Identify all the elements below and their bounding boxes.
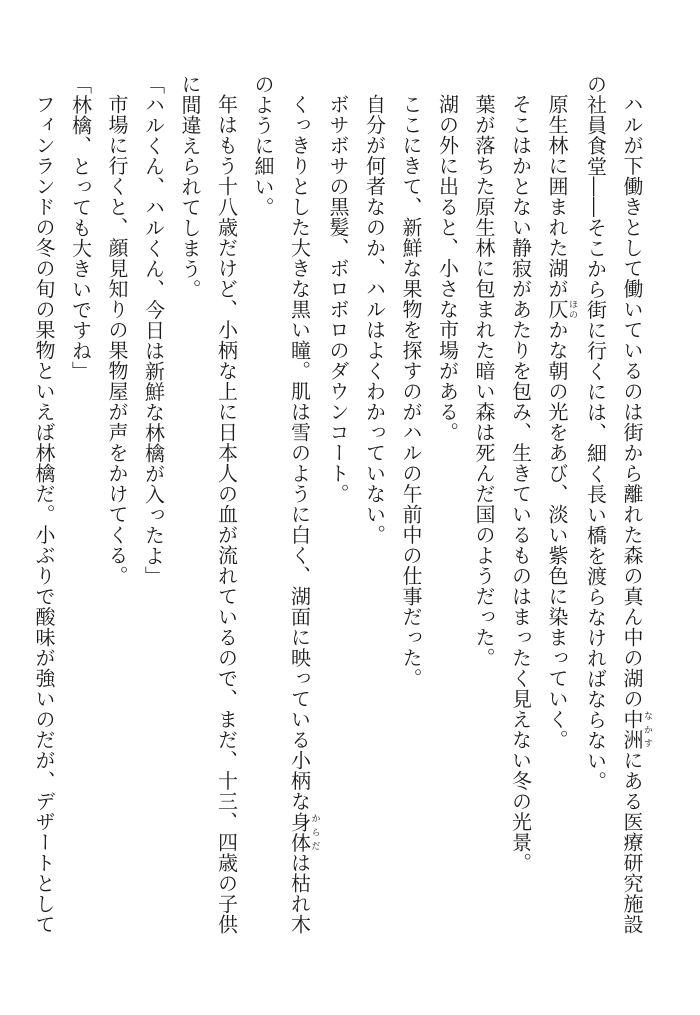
text-line-segment: のように細い。: [251, 74, 275, 218]
text-line-segment: そこはかとない静寂があたりを包み、生きているものはまったく見えない冬の光景。: [508, 94, 533, 873]
furigana-reading: ほの: [567, 299, 577, 320]
text-line-segment: に間違えられてしまう。: [178, 74, 202, 300]
furigana-word: [545, 299, 577, 320]
text-line-segment: 「ハルくん、ハルくん、今日は新鮮な林檎が入ったよ」: [141, 74, 166, 587]
furigana-word: [620, 709, 652, 750]
text-line-segment: の社員食堂――そこから街に行くには、細く長い橋を渡らなければならない。: [583, 74, 608, 792]
text-line-segment: くっきりとした大きな黒い瞳。肌は雪のように白く、湖面に映っている小柄な: [287, 94, 312, 812]
furigana-base: 中洲: [620, 709, 644, 750]
text-line-segment: かな朝の光をあび、淡い紫色に染まっていく。: [545, 319, 569, 750]
text-line-segment: 原生林に囲まれた湖が: [545, 94, 569, 299]
text-line: [502, 74, 539, 974]
text-line: [26, 74, 63, 974]
text-line: [245, 74, 282, 974]
text-line: [429, 74, 466, 974]
furigana-base: 身体: [287, 811, 312, 853]
text-line-segment: フィンランドの冬の旬の果物といえば林檎だ。小ぶりで酸味が強いのだが、デザートとして: [32, 94, 56, 935]
text-line: [393, 74, 430, 974]
text-line: [614, 74, 653, 974]
text-line: [281, 74, 320, 974]
text-line: [539, 74, 578, 974]
furigana-word: [287, 811, 320, 853]
text-line: [320, 74, 357, 974]
text-line-segment: 年はもう十八歳だけど、小柄な上に日本人の血が流れているので、まだ、十三、四歳の子供: [214, 94, 239, 935]
text-line-segment: 葉が落ちた原生林に包まれた暗い森は死んだ国のようだった。: [472, 94, 496, 668]
text-line-segment: 自分が何者なのか、ハルはよくわかっていない。: [362, 94, 387, 545]
text-line: [208, 74, 245, 974]
text-line-segment: ここにきて、新鮮な果物を探すのがハルの午前中の仕事だった。: [399, 94, 423, 689]
text-line: [99, 74, 136, 974]
furigana-reading: からだ: [309, 811, 320, 853]
text-line-segment: ハルが下働きとして働いているのは街から離れた森の真ん中の湖の: [620, 94, 644, 709]
text-line-segment: 「林檎、とっても大きいですね」: [68, 74, 93, 382]
text-line: [356, 74, 393, 974]
furigana-reading: なかす: [642, 709, 652, 750]
text-line: [466, 74, 503, 974]
text-line: [135, 74, 172, 974]
text-line: [62, 74, 99, 974]
text-line-segment: 市場に行くと、顔見知りの果物屋が声をかけてくる。: [105, 94, 129, 586]
text-line-segment: にある医療研究施設: [620, 750, 644, 935]
text-line: [577, 74, 614, 974]
text-line-segment: は枯れ木: [287, 852, 312, 935]
furigana-base: 仄: [545, 299, 569, 320]
vertical-text-body: [26, 74, 653, 974]
text-line-segment: 湖の外に出ると、小さな市場がある。: [435, 94, 460, 443]
text-line-segment: ボサボサの黒髪、ボロボロのダウンコート。: [326, 94, 350, 504]
text-line: [172, 74, 209, 974]
